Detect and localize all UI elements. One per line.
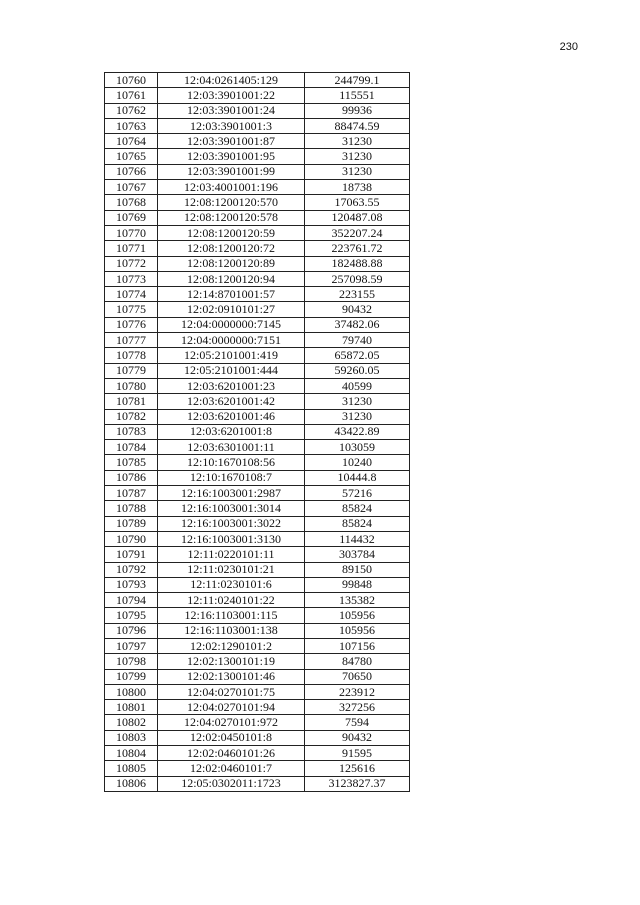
cadastral-number-cell: 12:16:1003001:3130 — [158, 531, 305, 546]
table-row — [105, 440, 410, 455]
value-cell: 85824 — [305, 516, 410, 531]
cadastral-number-cell: 12:03:3901001:99 — [158, 164, 305, 179]
table-row — [105, 180, 410, 195]
table-row — [105, 593, 410, 608]
table-row — [105, 317, 410, 332]
row-number-cell: 10801 — [105, 700, 158, 715]
table-row — [105, 608, 410, 623]
value-cell: 223761.72 — [305, 241, 410, 256]
value-cell: 90432 — [305, 730, 410, 745]
table-row — [105, 455, 410, 470]
row-number-cell: 10763 — [105, 118, 158, 133]
value-cell: 223155 — [305, 287, 410, 302]
row-number-cell: 10806 — [105, 776, 158, 791]
cadastral-number-cell: 12:04:0270101:94 — [158, 700, 305, 715]
table-row — [105, 761, 410, 776]
table-row — [105, 638, 410, 653]
cadastral-number-cell: 12:02:0460101:26 — [158, 746, 305, 761]
value-cell: 99848 — [305, 577, 410, 592]
value-cell: 70650 — [305, 669, 410, 684]
cadastral-number-cell: 12:02:1290101:2 — [158, 638, 305, 653]
value-cell: 65872.05 — [305, 348, 410, 363]
table-row — [105, 746, 410, 761]
table-row — [105, 623, 410, 638]
row-number-cell: 10805 — [105, 761, 158, 776]
row-number-cell: 10769 — [105, 210, 158, 225]
row-number-cell: 10785 — [105, 455, 158, 470]
cadastral-number-cell: 12:11:0230101:6 — [158, 577, 305, 592]
row-number-cell: 10795 — [105, 608, 158, 623]
table-row — [105, 394, 410, 409]
value-cell: 182488.88 — [305, 256, 410, 271]
value-cell: 79740 — [305, 333, 410, 348]
cadastral-number-cell: 12:11:0230101:21 — [158, 562, 305, 577]
row-number-cell: 10762 — [105, 103, 158, 118]
value-cell: 7594 — [305, 715, 410, 730]
table-row — [105, 302, 410, 317]
cadastral-number-cell: 12:03:6201001:42 — [158, 394, 305, 409]
cadastral-number-cell: 12:08:1200120:570 — [158, 195, 305, 210]
value-cell: 103059 — [305, 440, 410, 455]
row-number-cell: 10760 — [105, 73, 158, 88]
table-row — [105, 424, 410, 439]
cadastral-number-cell: 12:10:1670108:56 — [158, 455, 305, 470]
cadastral-number-cell: 12:02:0460101:7 — [158, 761, 305, 776]
table-row — [105, 531, 410, 546]
value-cell: 31230 — [305, 134, 410, 149]
row-number-cell: 10797 — [105, 638, 158, 653]
table-row — [105, 256, 410, 271]
value-cell: 31230 — [305, 394, 410, 409]
value-cell: 114432 — [305, 531, 410, 546]
row-number-cell: 10787 — [105, 486, 158, 501]
table-row — [105, 363, 410, 378]
table-row — [105, 287, 410, 302]
cadastral-number-cell: 12:08:1200120:72 — [158, 241, 305, 256]
table-row — [105, 333, 410, 348]
row-number-cell: 10783 — [105, 424, 158, 439]
row-number-cell: 10786 — [105, 470, 158, 485]
table-row — [105, 684, 410, 699]
row-number-cell: 10767 — [105, 180, 158, 195]
row-number-cell: 10780 — [105, 378, 158, 393]
row-number-cell: 10789 — [105, 516, 158, 531]
table-row — [105, 547, 410, 562]
cadastral-number-cell: 12:03:6201001:23 — [158, 378, 305, 393]
cadastral-number-cell: 12:16:1003001:2987 — [158, 486, 305, 501]
value-cell: 84780 — [305, 654, 410, 669]
value-cell: 107156 — [305, 638, 410, 653]
value-cell: 89150 — [305, 562, 410, 577]
cadastral-number-cell: 12:02:1300101:46 — [158, 669, 305, 684]
cadastral-number-cell: 12:03:3901001:87 — [158, 134, 305, 149]
row-number-cell: 10784 — [105, 440, 158, 455]
cadastral-number-cell: 12:03:3901001:22 — [158, 88, 305, 103]
table-row — [105, 577, 410, 592]
cadastral-number-cell: 12:16:1003001:3022 — [158, 516, 305, 531]
cadastral-number-cell: 12:03:6301001:11 — [158, 440, 305, 455]
value-cell: 115551 — [305, 88, 410, 103]
value-cell: 257098.59 — [305, 271, 410, 286]
row-number-cell: 10794 — [105, 593, 158, 608]
table-row — [105, 210, 410, 225]
table-row — [105, 164, 410, 179]
table-row — [105, 409, 410, 424]
row-number-cell: 10796 — [105, 623, 158, 638]
cadastral-number-cell: 12:03:6201001:46 — [158, 409, 305, 424]
row-number-cell: 10804 — [105, 746, 158, 761]
cadastral-number-cell: 12:16:1103001:138 — [158, 623, 305, 638]
value-cell: 99936 — [305, 103, 410, 118]
table-row — [105, 118, 410, 133]
table-row — [105, 776, 410, 791]
row-number-cell: 10781 — [105, 394, 158, 409]
table-row — [105, 669, 410, 684]
value-cell: 59260.05 — [305, 363, 410, 378]
cadastral-number-cell: 12:11:0240101:22 — [158, 593, 305, 608]
page-number: 230 — [559, 41, 578, 53]
value-cell: 90432 — [305, 302, 410, 317]
cadastral-number-cell: 12:08:1200120:578 — [158, 210, 305, 225]
row-number-cell: 10791 — [105, 547, 158, 562]
value-cell: 85824 — [305, 501, 410, 516]
table-row — [105, 501, 410, 516]
table-row — [105, 73, 410, 88]
row-number-cell: 10764 — [105, 134, 158, 149]
value-cell: 10240 — [305, 455, 410, 470]
cadastral-number-cell: 12:08:1200120:59 — [158, 225, 305, 240]
value-cell: 327256 — [305, 700, 410, 715]
cadastral-number-cell: 12:04:0270101:75 — [158, 684, 305, 699]
cadastral-number-cell: 12:03:3901001:95 — [158, 149, 305, 164]
cadastral-number-cell: 12:02:0910101:27 — [158, 302, 305, 317]
table-row — [105, 562, 410, 577]
value-cell: 10444.8 — [305, 470, 410, 485]
value-cell: 31230 — [305, 164, 410, 179]
table-row — [105, 134, 410, 149]
row-number-cell: 10802 — [105, 715, 158, 730]
cadastral-number-cell: 12:14:8701001:57 — [158, 287, 305, 302]
row-number-cell: 10776 — [105, 317, 158, 332]
row-number-cell: 10773 — [105, 271, 158, 286]
cadastral-number-cell: 12:05:2101001:444 — [158, 363, 305, 378]
table-row — [105, 225, 410, 240]
value-cell: 244799.1 — [305, 73, 410, 88]
row-number-cell: 10774 — [105, 287, 158, 302]
value-cell: 17063.55 — [305, 195, 410, 210]
row-number-cell: 10761 — [105, 88, 158, 103]
cadastral-number-cell: 12:04:0270101:972 — [158, 715, 305, 730]
row-number-cell: 10771 — [105, 241, 158, 256]
table-row — [105, 195, 410, 210]
value-cell: 3123827.37 — [305, 776, 410, 791]
value-cell: 125616 — [305, 761, 410, 776]
value-cell: 43422.89 — [305, 424, 410, 439]
data-table — [104, 72, 410, 792]
table-row — [105, 486, 410, 501]
table-row — [105, 470, 410, 485]
value-cell: 37482.06 — [305, 317, 410, 332]
cadastral-number-cell: 12:10:1670108:7 — [158, 470, 305, 485]
cadastral-number-cell: 12:03:3901001:3 — [158, 118, 305, 133]
row-number-cell: 10782 — [105, 409, 158, 424]
row-number-cell: 10778 — [105, 348, 158, 363]
cadastral-number-cell: 12:05:2101001:419 — [158, 348, 305, 363]
value-cell: 31230 — [305, 409, 410, 424]
table-row — [105, 654, 410, 669]
cadastral-number-cell: 12:08:1200120:89 — [158, 256, 305, 271]
cadastral-number-cell: 12:11:0220101:11 — [158, 547, 305, 562]
row-number-cell: 10779 — [105, 363, 158, 378]
value-cell: 352207.24 — [305, 225, 410, 240]
cadastral-number-cell: 12:16:1003001:3014 — [158, 501, 305, 516]
row-number-cell: 10775 — [105, 302, 158, 317]
row-number-cell: 10766 — [105, 164, 158, 179]
value-cell: 18738 — [305, 180, 410, 195]
table-row — [105, 348, 410, 363]
value-cell: 91595 — [305, 746, 410, 761]
cadastral-number-cell: 12:02:0450101:8 — [158, 730, 305, 745]
row-number-cell: 10793 — [105, 577, 158, 592]
row-number-cell: 10765 — [105, 149, 158, 164]
cadastral-number-cell: 12:04:0000000:7151 — [158, 333, 305, 348]
table-row — [105, 241, 410, 256]
table-row — [105, 700, 410, 715]
cadastral-number-cell: 12:16:1103001:115 — [158, 608, 305, 623]
value-cell: 120487.08 — [305, 210, 410, 225]
row-number-cell: 10800 — [105, 684, 158, 699]
table-row — [105, 149, 410, 164]
value-cell: 40599 — [305, 378, 410, 393]
value-cell: 105956 — [305, 623, 410, 638]
cadastral-number-cell: 12:05:0302011:1723 — [158, 776, 305, 791]
cadastral-number-cell: 12:03:3901001:24 — [158, 103, 305, 118]
cadastral-number-cell: 12:02:1300101:19 — [158, 654, 305, 669]
row-number-cell: 10768 — [105, 195, 158, 210]
value-cell: 223912 — [305, 684, 410, 699]
row-number-cell: 10772 — [105, 256, 158, 271]
value-cell: 88474.59 — [305, 118, 410, 133]
row-number-cell: 10770 — [105, 225, 158, 240]
cadastral-number-cell: 12:08:1200120:94 — [158, 271, 305, 286]
table-row — [105, 103, 410, 118]
row-number-cell: 10798 — [105, 654, 158, 669]
row-number-cell: 10792 — [105, 562, 158, 577]
row-number-cell: 10803 — [105, 730, 158, 745]
row-number-cell: 10799 — [105, 669, 158, 684]
row-number-cell: 10790 — [105, 531, 158, 546]
table-row — [105, 730, 410, 745]
table-body — [105, 73, 410, 792]
value-cell: 31230 — [305, 149, 410, 164]
cadastral-number-cell: 12:03:4001001:196 — [158, 180, 305, 195]
value-cell: 105956 — [305, 608, 410, 623]
table-row — [105, 516, 410, 531]
table-row — [105, 88, 410, 103]
table-row — [105, 715, 410, 730]
row-number-cell: 10788 — [105, 501, 158, 516]
cadastral-number-cell: 12:03:6201001:8 — [158, 424, 305, 439]
value-cell: 135382 — [305, 593, 410, 608]
value-cell: 303784 — [305, 547, 410, 562]
value-cell: 57216 — [305, 486, 410, 501]
row-number-cell: 10777 — [105, 333, 158, 348]
cadastral-number-cell: 12:04:0000000:7145 — [158, 317, 305, 332]
cadastral-number-cell: 12:04:0261405:129 — [158, 73, 305, 88]
table-row — [105, 378, 410, 393]
table-row — [105, 271, 410, 286]
